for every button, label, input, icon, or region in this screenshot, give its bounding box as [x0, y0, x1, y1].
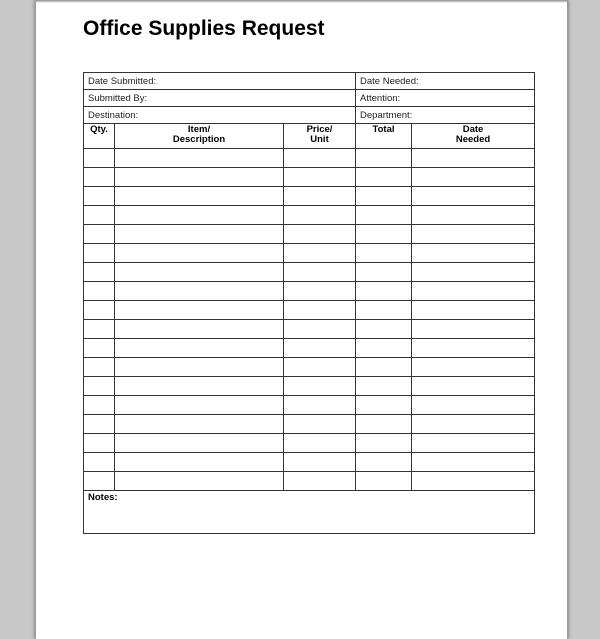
total-cell[interactable]: [356, 453, 412, 472]
date-needed-cell[interactable]: [412, 320, 535, 339]
table-row: [84, 263, 535, 282]
page-edge-shadow: [36, 0, 567, 3]
table-row: [84, 472, 535, 491]
date-needed-cell[interactable]: [412, 244, 535, 263]
total-cell[interactable]: [356, 434, 412, 453]
item-description-cell[interactable]: [115, 168, 284, 187]
table-row: [84, 168, 535, 187]
total-cell[interactable]: [356, 301, 412, 320]
qty-cell[interactable]: [84, 149, 115, 168]
price-unit-cell[interactable]: [284, 339, 356, 358]
page-title: Office Supplies Request: [83, 17, 325, 40]
total-cell[interactable]: [356, 320, 412, 339]
total-cell[interactable]: [356, 472, 412, 491]
qty-cell[interactable]: [84, 320, 115, 339]
qty-cell[interactable]: [84, 263, 115, 282]
qty-cell[interactable]: [84, 396, 115, 415]
items-table-header: [84, 124, 535, 149]
item-description-cell[interactable]: [115, 396, 284, 415]
price-unit-cell[interactable]: [284, 472, 356, 491]
item-description-cell[interactable]: [115, 377, 284, 396]
header-date-needed: Date Needed: [412, 124, 535, 149]
table-row: [84, 415, 535, 434]
date-submitted-field[interactable]: Date Submitted:: [84, 73, 356, 90]
price-unit-cell[interactable]: [284, 206, 356, 225]
qty-cell[interactable]: [84, 206, 115, 225]
item-description-cell[interactable]: [115, 301, 284, 320]
total-cell[interactable]: [356, 339, 412, 358]
total-cell[interactable]: [356, 244, 412, 263]
notes-row: [84, 491, 535, 534]
header-item-description: Item/ Description: [115, 124, 284, 149]
document-page: [35, 0, 568, 639]
table-row: [84, 453, 535, 472]
qty-cell[interactable]: [84, 358, 115, 377]
qty-cell[interactable]: [84, 187, 115, 206]
table-row: [84, 320, 535, 339]
header-total: Total: [356, 124, 412, 149]
date-needed-cell[interactable]: [412, 149, 535, 168]
table-row: [84, 377, 535, 396]
price-unit-cell[interactable]: [284, 396, 356, 415]
qty-cell[interactable]: [84, 415, 115, 434]
department-field[interactable]: Department:: [356, 107, 535, 124]
destination-field[interactable]: Destination:: [84, 107, 356, 124]
qty-cell[interactable]: [84, 301, 115, 320]
table-row: [84, 358, 535, 377]
price-unit-cell[interactable]: [284, 377, 356, 396]
item-description-cell[interactable]: [115, 472, 284, 491]
submitted-by-field[interactable]: Submitted By:: [84, 90, 356, 107]
notes-label: Notes:: [88, 492, 118, 503]
table-row: [84, 282, 535, 301]
price-unit-cell[interactable]: [284, 320, 356, 339]
date-needed-cell[interactable]: [412, 225, 535, 244]
price-unit-cell[interactable]: [284, 225, 356, 244]
supplies-request-form: [83, 72, 535, 534]
qty-cell[interactable]: [84, 453, 115, 472]
date-needed-cell[interactable]: [412, 453, 535, 472]
total-cell[interactable]: [356, 358, 412, 377]
qty-cell[interactable]: [84, 377, 115, 396]
header-qty: Qty.: [84, 124, 115, 149]
total-cell[interactable]: [356, 187, 412, 206]
qty-cell[interactable]: [84, 472, 115, 491]
item-description-cell[interactable]: [115, 434, 284, 453]
total-cell[interactable]: [356, 396, 412, 415]
qty-cell[interactable]: [84, 282, 115, 301]
table-row: [84, 206, 535, 225]
price-unit-cell[interactable]: [284, 263, 356, 282]
price-unit-cell[interactable]: [284, 301, 356, 320]
price-unit-cell[interactable]: [284, 149, 356, 168]
price-unit-cell[interactable]: [284, 358, 356, 377]
date-needed-cell[interactable]: [412, 168, 535, 187]
price-unit-cell[interactable]: [284, 168, 356, 187]
date-needed-cell[interactable]: [412, 206, 535, 225]
info-row-location: [84, 107, 535, 124]
info-row-people: [84, 90, 535, 107]
total-cell[interactable]: [356, 206, 412, 225]
date-needed-cell[interactable]: [412, 377, 535, 396]
item-description-cell[interactable]: [115, 263, 284, 282]
qty-cell[interactable]: [84, 244, 115, 263]
item-description-cell[interactable]: [115, 415, 284, 434]
total-cell[interactable]: [356, 282, 412, 301]
date-needed-field[interactable]: Date Needed:: [356, 73, 535, 90]
item-description-cell[interactable]: [115, 358, 284, 377]
table-row: [84, 396, 535, 415]
total-cell[interactable]: [356, 263, 412, 282]
item-description-cell[interactable]: [115, 206, 284, 225]
item-description-cell[interactable]: [115, 187, 284, 206]
total-cell[interactable]: [356, 377, 412, 396]
date-needed-cell[interactable]: [412, 415, 535, 434]
price-unit-cell[interactable]: [284, 282, 356, 301]
table-row: [84, 187, 535, 206]
header-price-unit: Price/ Unit: [284, 124, 356, 149]
price-unit-cell[interactable]: [284, 415, 356, 434]
notes-field[interactable]: [84, 491, 535, 534]
qty-cell[interactable]: [84, 434, 115, 453]
date-needed-cell[interactable]: [412, 396, 535, 415]
table-row: [84, 149, 535, 168]
attention-field[interactable]: Attention:: [356, 90, 535, 107]
table-row: [84, 434, 535, 453]
date-needed-cell[interactable]: [412, 358, 535, 377]
date-needed-cell[interactable]: [412, 187, 535, 206]
price-unit-cell[interactable]: [284, 187, 356, 206]
item-description-cell[interactable]: [115, 282, 284, 301]
total-cell[interactable]: [356, 149, 412, 168]
item-description-cell[interactable]: [115, 225, 284, 244]
date-needed-cell[interactable]: [412, 339, 535, 358]
total-cell[interactable]: [356, 415, 412, 434]
price-unit-cell[interactable]: [284, 244, 356, 263]
table-row: [84, 339, 535, 358]
total-cell[interactable]: [356, 225, 412, 244]
qty-cell[interactable]: [84, 168, 115, 187]
price-unit-cell[interactable]: [284, 453, 356, 472]
item-description-cell[interactable]: [115, 149, 284, 168]
date-needed-cell[interactable]: [412, 263, 535, 282]
date-needed-cell[interactable]: [412, 472, 535, 491]
total-cell[interactable]: [356, 168, 412, 187]
date-needed-cell[interactable]: [412, 282, 535, 301]
table-row: [84, 301, 535, 320]
table-row: [84, 225, 535, 244]
qty-cell[interactable]: [84, 339, 115, 358]
item-description-cell[interactable]: [115, 339, 284, 358]
item-description-cell[interactable]: [115, 244, 284, 263]
info-row-dates: [84, 73, 535, 90]
qty-cell[interactable]: [84, 225, 115, 244]
table-row: [84, 244, 535, 263]
price-unit-cell[interactable]: [284, 434, 356, 453]
date-needed-cell[interactable]: [412, 301, 535, 320]
date-needed-cell[interactable]: [412, 434, 535, 453]
item-description-cell[interactable]: [115, 320, 284, 339]
item-description-cell[interactable]: [115, 453, 284, 472]
